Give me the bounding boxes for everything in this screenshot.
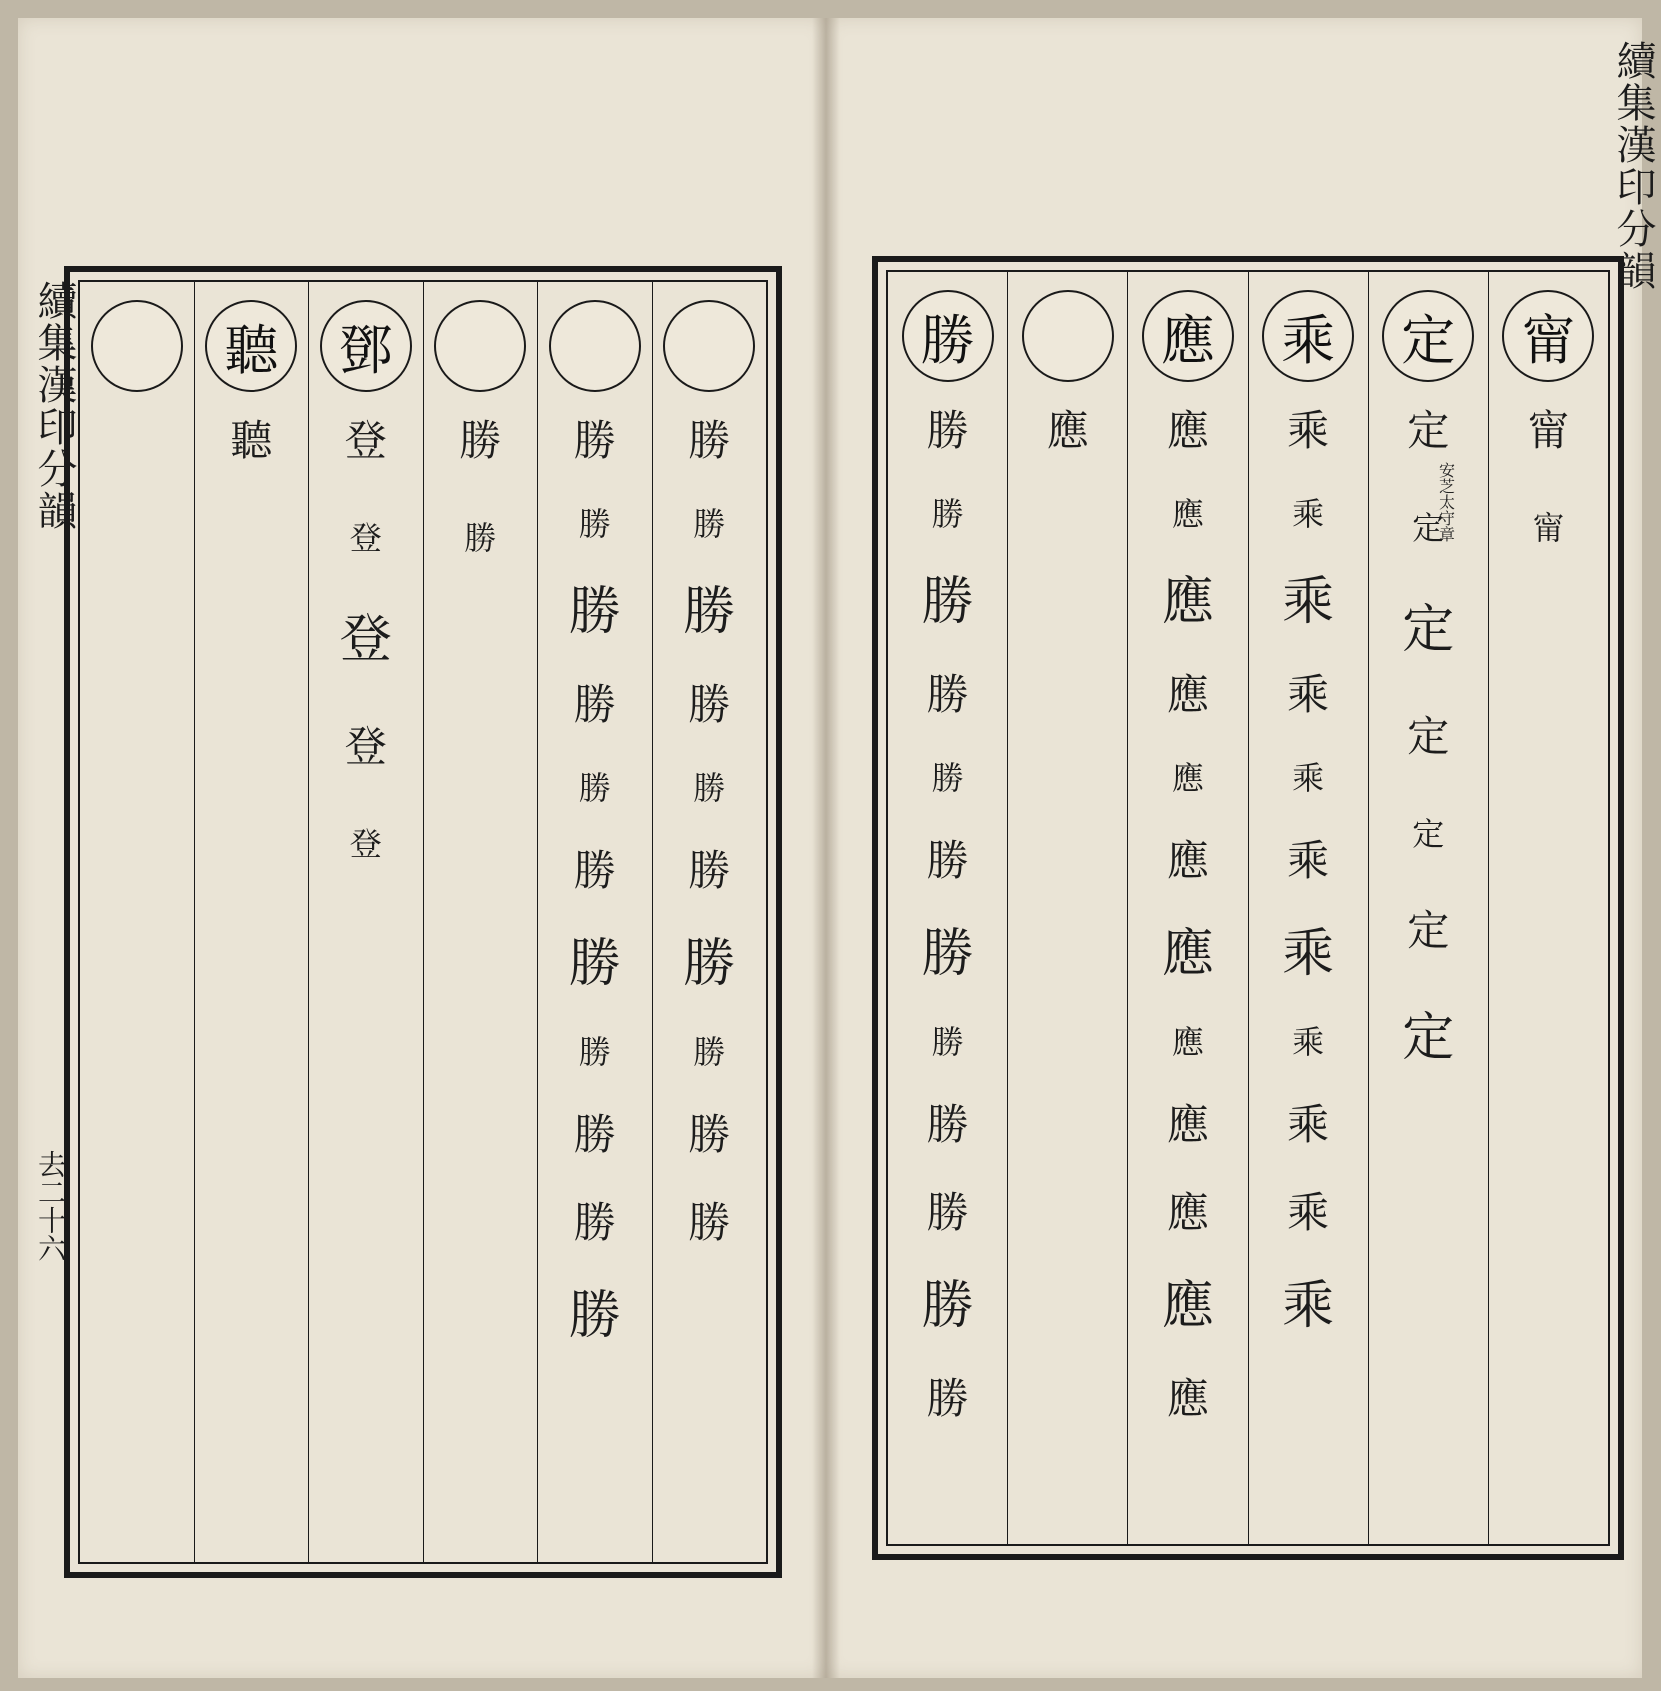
seal-variant-form: 登 xyxy=(349,519,382,557)
seal-variant-form: 應 xyxy=(1166,406,1209,455)
seal-variant-form: 應 xyxy=(1171,495,1204,533)
seal-variant-form: 乘 xyxy=(1292,495,1325,533)
variant-forms xyxy=(459,416,502,614)
seal-variant-form: 勝 xyxy=(688,1110,731,1159)
seal-variant-form: 勝 xyxy=(683,934,736,994)
head-character-seal: 定 xyxy=(1382,290,1474,382)
seal-variant-form: 乘 xyxy=(1287,836,1330,885)
seal-variant-form: 應 xyxy=(1161,572,1214,632)
seal-variant-form: 勝 xyxy=(688,846,731,895)
seal-variant-form: 定 xyxy=(1407,906,1450,955)
head-character-seal xyxy=(1022,290,1114,382)
seal-variant-form: 乘 xyxy=(1282,1276,1335,1336)
seal-variant-form: 定 xyxy=(1402,600,1455,660)
entry-column xyxy=(1007,272,1127,1544)
seal-variant-form: 勝 xyxy=(931,495,964,533)
entry-column xyxy=(652,282,767,1562)
right-table xyxy=(886,270,1610,1546)
seal-variant-form: 登 xyxy=(344,722,387,771)
seal-variant-form: 勝 xyxy=(921,572,974,632)
left-table-frame xyxy=(64,266,782,1578)
entry-column xyxy=(1127,272,1247,1544)
seal-variant-form: 勝 xyxy=(568,1286,621,1346)
variant-forms xyxy=(339,416,392,920)
variant-forms xyxy=(1282,406,1335,1378)
left-table xyxy=(78,280,768,1564)
seal-variant-form: 勝 xyxy=(921,924,974,984)
seal-variant-form: 勝 xyxy=(693,1033,726,1071)
seal-variant-form: 勝 xyxy=(926,670,969,719)
seal-variant-form: 應 xyxy=(1166,1100,1209,1149)
seal-variant-form: 聽 xyxy=(230,416,273,465)
head-character-seal xyxy=(434,300,526,392)
seal-variant-form: 甯 xyxy=(1527,406,1570,455)
head-character-seal: 勝 xyxy=(902,290,994,382)
seal-variant-form: 勝 xyxy=(693,505,726,543)
variant-forms xyxy=(683,416,736,1290)
seal-variant-form: 勝 xyxy=(464,519,497,557)
seal-variant-form: 勝 xyxy=(568,934,621,994)
seal-variant-form: 乘 xyxy=(1292,759,1325,797)
seal-variant-form: 勝 xyxy=(578,769,611,807)
seal-variant-form: 勝 xyxy=(578,505,611,543)
seal-variant-form: 定 xyxy=(1407,712,1450,761)
seal-variant-form: 勝 xyxy=(459,416,502,465)
seal-variant-form: 勝 xyxy=(578,1033,611,1071)
seal-variant-form: 勝 xyxy=(921,1276,974,1336)
seal-variant-form: 定 xyxy=(1412,815,1445,853)
seal-variant-form: 勝 xyxy=(693,769,726,807)
seal-variant-form: 勝 xyxy=(926,1100,969,1149)
seal-variant-form: 勝 xyxy=(573,1198,616,1247)
seal-variant-form: 勝 xyxy=(573,680,616,729)
seal-variant-form: 應 xyxy=(1166,670,1209,719)
seal-variant-form: 乘 xyxy=(1282,572,1335,632)
seal-variant-form: 勝 xyxy=(573,416,616,465)
head-character-seal xyxy=(663,300,755,392)
seal-variant-form: 勝 xyxy=(926,836,969,885)
seal-variant-form: 勝 xyxy=(688,416,731,465)
head-character-seal xyxy=(91,300,183,392)
entry-column xyxy=(1248,272,1368,1544)
seal-variant-form: 勝 xyxy=(926,1374,969,1423)
head-character-seal: 應 xyxy=(1142,290,1234,382)
seal-variant-form: 登 xyxy=(339,610,392,670)
right-margin-title: 續集漢印分韻 xyxy=(1610,40,1656,292)
left-margin-title: 續集漢印分韻 xyxy=(31,280,77,532)
seal-variant-form: 勝 xyxy=(688,1198,731,1247)
seal-variant-form: 乘 xyxy=(1287,406,1330,455)
seal-variant-form: 勝 xyxy=(568,582,621,642)
source-annotation: 安芝太守章 xyxy=(1436,462,1456,542)
seal-variant-form: 應 xyxy=(1046,406,1089,455)
head-character-seal xyxy=(549,300,641,392)
seal-variant-form: 應 xyxy=(1166,1188,1209,1237)
entry-column xyxy=(1488,272,1608,1544)
left-margin-page-number: 去二十六 xyxy=(34,1150,67,1262)
right-table-frame xyxy=(872,256,1624,1560)
entry-column xyxy=(537,282,652,1562)
entry-column xyxy=(423,282,538,1562)
variant-forms xyxy=(568,416,621,1388)
seal-variant-form: 乘 xyxy=(1287,1188,1330,1237)
entry-column xyxy=(194,282,309,1562)
variant-forms xyxy=(1046,406,1089,512)
seal-variant-form: 勝 xyxy=(931,759,964,797)
seal-variant-form: 應 xyxy=(1161,924,1214,984)
seal-variant-form: 勝 xyxy=(688,680,731,729)
variant-forms xyxy=(921,406,974,1466)
entry-column xyxy=(1368,272,1488,1544)
seal-variant-form: 勝 xyxy=(573,846,616,895)
entry-column xyxy=(888,272,1007,1544)
seal-variant-form: 勝 xyxy=(573,1110,616,1159)
seal-variant-form: 乘 xyxy=(1287,1100,1330,1149)
entry-column xyxy=(308,282,423,1562)
head-character-seal: 甯 xyxy=(1502,290,1594,382)
variant-forms xyxy=(230,416,273,522)
seal-variant-form: 應 xyxy=(1171,1023,1204,1061)
seal-variant-form: 乘 xyxy=(1287,670,1330,719)
variant-forms xyxy=(1161,406,1214,1466)
seal-variant-form: 定 xyxy=(1407,406,1450,455)
seal-variant-form: 乘 xyxy=(1292,1023,1325,1061)
seal-variant-form: 勝 xyxy=(926,1188,969,1237)
variant-forms xyxy=(1527,406,1570,604)
seal-variant-form: 定 xyxy=(1402,1008,1455,1068)
seal-variant-form: 應 xyxy=(1166,1374,1209,1423)
book-gutter xyxy=(812,18,840,1678)
seal-variant-form: 登 xyxy=(344,416,387,465)
seal-variant-form: 乘 xyxy=(1282,924,1335,984)
seal-variant-form: 定 xyxy=(1412,509,1445,547)
seal-variant-form: 勝 xyxy=(683,582,736,642)
head-character-seal: 聽 xyxy=(205,300,297,392)
seal-variant-form: 勝 xyxy=(926,406,969,455)
head-character-seal: 鄧 xyxy=(320,300,412,392)
seal-variant-form: 應 xyxy=(1166,836,1209,885)
seal-variant-form: 勝 xyxy=(931,1023,964,1061)
seal-variant-form: 應 xyxy=(1171,759,1204,797)
seal-variant-form: 應 xyxy=(1161,1276,1214,1336)
entry-column xyxy=(80,282,194,1562)
head-character-seal: 乘 xyxy=(1262,290,1354,382)
seal-variant-form: 甯 xyxy=(1532,509,1565,547)
seal-variant-form: 登 xyxy=(349,825,382,863)
